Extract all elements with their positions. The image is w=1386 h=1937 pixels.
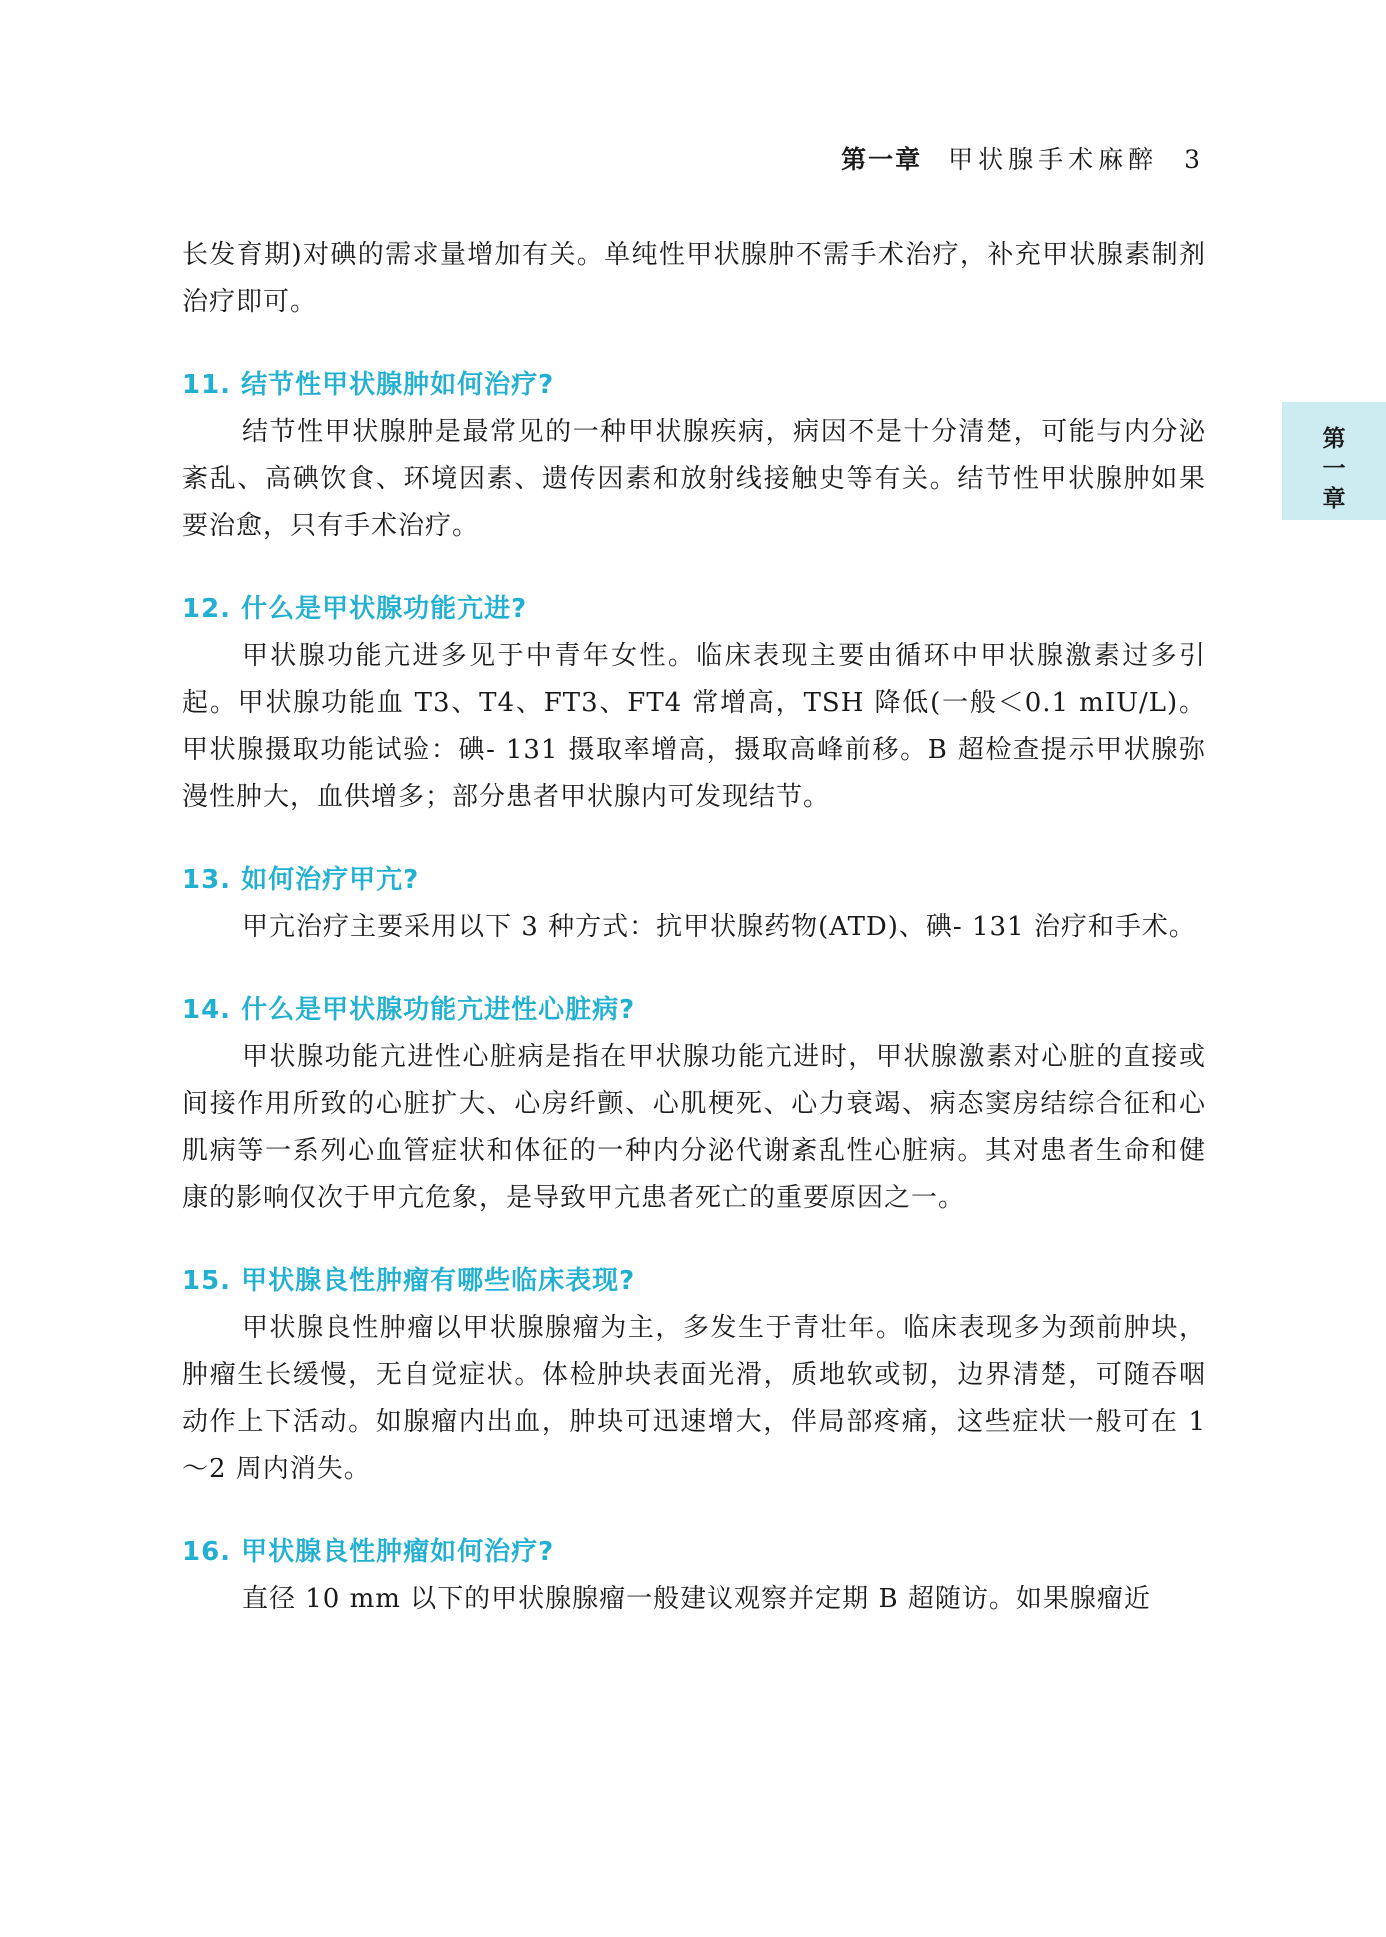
- running-header: [841, 140, 1202, 176]
- page-body: [182, 232, 1206, 1623]
- answer-paragraph-15: 甲状腺良性肿瘤以甲状腺腺瘤为主，多发生于青壮年。临床表现多为颈前肿块，肿瘤生长缓慢，无自觉症状。体检肿块表面光滑，质地软或韧，边界清楚，可随吞咽动作上下活动。如腺瘤内出血，肿块可迅速增大，伴局部疼痛，这些症状一般可在 1～2 周内消失。: [182, 1313, 1206, 1484]
- answer-paragraph-14: 甲状腺功能亢进性心脏病是指在甲状腺功能亢进时，甲状腺激素对心脏的直接或间接作用所致的心脏扩大、心房纤颤、心肌梗死、心力衰竭、病态窦房结综合征和心肌病等一系列心血管症状和体征的一种内分泌代谢紊乱性心脏病。其对患者生命和健康的影响仅次于甲亢危象，是导致甲亢患者死亡的重要原因之一。: [182, 1042, 1206, 1213]
- answer-paragraph-11: 结节性甲状腺肿是最常见的一种甲状腺疾病，病因不是十分清楚，可能与内分泌紊乱、高碘饮食、环境因素、遗传因素和放射线接触史等有关。结节性甲状腺肿如果要治愈，只有手术治疗。: [182, 417, 1206, 541]
- question-heading-12: 12. 什么是甲状腺功能亢进?: [182, 594, 528, 624]
- answer-paragraph-12: 甲状腺功能亢进多见于中青年女性。临床表现主要由循环中甲状腺激素过多引起。甲状腺功能血 T3、T4、FT3、FT4 常增高，TSH 降低(一般＜0.1 mIU/L)。甲状腺摄取功能试验：碘- 131 摄取率增高，摄取高峰前移。B 超检查提示甲状腺弥漫性肿大，血供增多；部分患者甲状腺内可发现结节。: [182, 641, 1206, 812]
- page-number: 3: [1184, 145, 1202, 174]
- question-heading-13: 13. 如何治疗甲亢?: [182, 865, 420, 895]
- question-heading-15: 15. 甲状腺良性肿瘤有哪些临床表现?: [182, 1266, 636, 1296]
- side-tab-line-3: 章: [1322, 486, 1346, 512]
- side-tab-line-1: 第: [1322, 426, 1346, 452]
- chapter-side-tab: [1282, 402, 1386, 520]
- answer-paragraph-13: 甲亢治疗主要采用以下 3 种方式：抗甲状腺药物(ATD)、碘- 131 治疗和手术。: [242, 912, 1196, 942]
- header-chapter: 第一章: [841, 145, 923, 174]
- question-heading-14: 14. 什么是甲状腺功能亢进性心脏病?: [182, 995, 636, 1025]
- question-heading-11: 11. 结节性甲状腺肿如何治疗?: [182, 370, 555, 400]
- side-tab-line-2: 一: [1322, 456, 1346, 482]
- question-heading-16: 16. 甲状腺良性肿瘤如何治疗?: [182, 1537, 555, 1567]
- header-title: 甲状腺手术麻醉: [948, 145, 1159, 174]
- answer-paragraph-16: 直径 10 mm 以下的甲状腺腺瘤一般建议观察并定期 B 超随访。如果腺瘤近: [242, 1584, 1151, 1614]
- intro-paragraph: 长发育期)对碘的需求量增加有关。单纯性甲状腺肿不需手术治疗，补充甲状腺素制剂治疗即可。: [182, 240, 1206, 317]
